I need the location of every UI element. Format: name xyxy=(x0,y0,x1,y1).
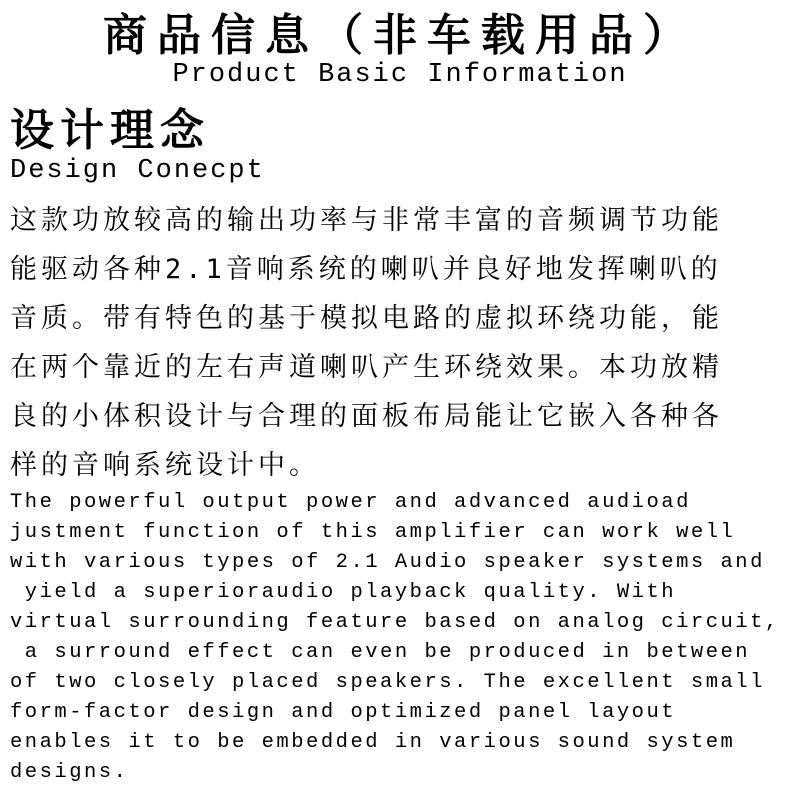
description-en-line: designs. xyxy=(10,761,129,784)
page-title-en: Product Basic Information xyxy=(172,60,628,90)
description-en-line: form-factor design and optimized panel layout xyxy=(10,701,677,724)
description-en-line: justment function of this amplifier can work well xyxy=(10,521,736,544)
description-en-line: enables it to be embedded in various sound system xyxy=(10,731,736,754)
description-en xyxy=(10,488,780,788)
description-zh-line: 在两个靠近的左右声道喇叭产生环绕效果。本功放精 xyxy=(10,352,723,383)
description-en-line: with various types of 2.1 Audio speaker systems and xyxy=(10,551,765,574)
description-en-line: yield a superioraudio playback quality. With xyxy=(10,581,677,604)
section-heading-zh: 设计理念 xyxy=(10,105,210,156)
description-zh-line: 样的音响系统设计中。 xyxy=(10,450,320,481)
description-zh-line: 这款功放较高的输出功率与非常丰富的音频调节功能 xyxy=(10,205,723,236)
page-title-zh: 商品信息（非车载用品） xyxy=(103,10,697,61)
description-en-line: The powerful output power and advanced audioad xyxy=(10,491,691,514)
description-en-line: of two closely placed speakers. The excellent small xyxy=(10,671,765,694)
description-en-line: a surround effect can even be produced in between xyxy=(10,641,751,664)
description-zh-line: 音质。带有特色的基于模拟电路的虚拟环绕功能，能 xyxy=(10,303,723,334)
description-zh-line: 良的小体积设计与合理的面板布局能让它嵌入各种各 xyxy=(10,401,723,432)
description-en-line: virtual surrounding feature based on analog circuit, xyxy=(10,611,780,634)
section-heading-en: Design Conecpt xyxy=(10,156,265,186)
description-zh xyxy=(10,196,723,490)
description-zh-line: 能驱动各种2.1音响系统的喇叭并良好地发挥喇叭的 xyxy=(10,254,722,285)
